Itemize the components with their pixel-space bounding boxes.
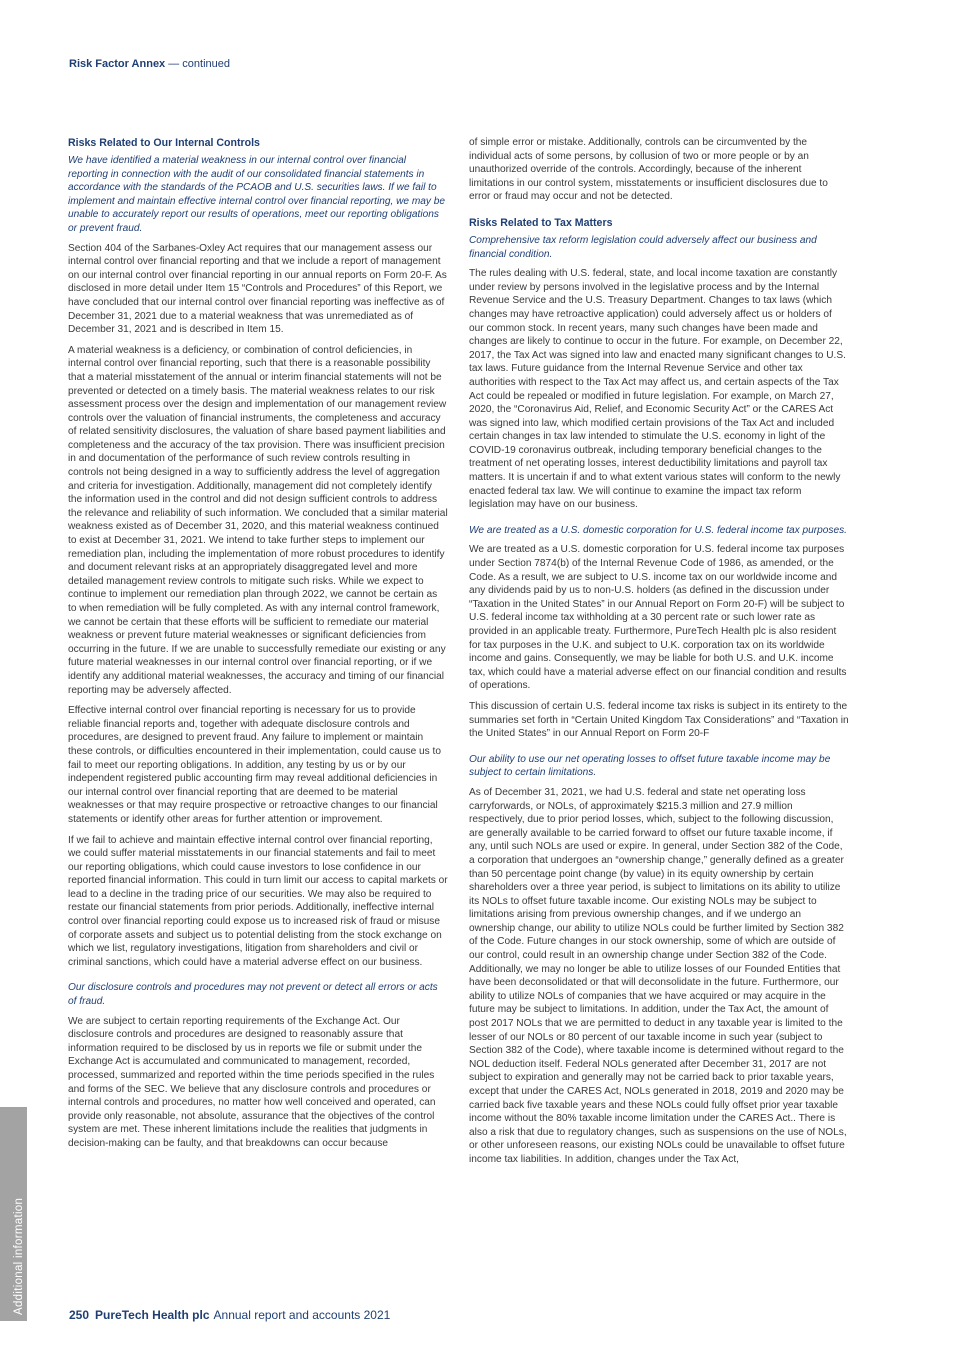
risk-subheading-domestic-corporation: We are treated as a U.S. domestic corporation for U.S. federal income tax purposes. [469, 524, 847, 536]
paragraph: We are treated as a U.S. domestic corporation for U.S. federal income tax purposes under Section 7874(b) of the Internal Revenue Code of 1986, as amended, or the Code. As a result, we are subject to U.S. income tax on our worldwide income and any dividends paid by us to non-U.S. holders (as defined in the discussion under “Taxation in the United States” in our Annual Report on Form 20-F) will be subject to U.S. federal income tax withholding at a 30 percent rate or such lower rate as provided in an applicable treaty. Furthermore, PureTech Health plc is also resident for tax purposes in the U.K. and subject to U.K. corporation tax on its worldwide income and gains. Consequently, we may be liable for both U.S. and U.K. income tax, which could have a material adverse effect on our financial condition and results of operations. [469, 544, 847, 692]
paragraph: If we fail to achieve and maintain effective internal control over financial reporting, we could suffer material misstatements in our financial statements and fail to meet our reporting obligations, which could cause investors to lose confidence in our reported financial information. This could in turn limit our access to capital markets or lead to a decline in the trading price of our securities. We may also be required to restate our financial statements from prior periods. Additionally, ineffective internal control over financial reporting could expose us to increased risk of fraud or misuse of corporate assets and subject us to potential delisting from the stock exchange on which we list, regulatory investigations, litigation from shareholders and civil or criminal sanctions, which could have a material adverse effect on our business. [68, 834, 448, 968]
side-tab-label: Additional information [13, 1197, 25, 1315]
paragraph: As of December 31, 2021, we had U.S. federal and state net operating loss carryforwards, or NOLs, of approximately $215.3 million and 27.9 million respectively, due to prior period losses, which, subject to the following discussion, are generally available to be carried forward to offset our future taxable income, if any, until such NOLs are used or expire. In general, under Section 382 of the Code, a corporation that undergoes an “ownership change,” generally defined as a greater than 50 percentage point change (by value) in its equity ownership by certain shareholders over a three year period, is subject to limitations on its ability to utilize its NOLs to offset future taxable income. Our existing NOLs may be subject to limitations arising from previous ownership changes, and if we undergo an ownership change, our ability to utilize NOLs could be further limited by Section 382 of the Code. Future changes in our stock ownership, some of which are outside of our control, could result in an ownership change under Section 382 of the Code. Additionally, we may no longer be able to utilize losses of our Founded Entities that have been deconsolidated or that will deconsolidate in the future. Furthermore, our ability to utilize NOLs of companies that we have acquired or may acquire in the future may be subject to limitations. In addition, under the Tax Act, the amount of post 2017 NOLs that we are permitted to deduct in any taxable year is limited to the lesser of our NOLs or 80 percent of our taxable income in such year (subject to Section 382 of the Code), where taxable income is determined without regard to the NOL deduction itself. Federal NOLs generated after December 31, 2017 are not subject to expiration and generally may not be carried back to prior taxable years, except that under the CARES Act, NOLs generated in 2018, 2019 and 2020 may be carried back five taxable years and these NOLs could fully offset prior year taxable income without the 80% taxable income limitation under the CARES Act.. There is also a risk that due to regulatory changes, such as suspensions on the use of NOLs, or other unforeseen reasons, our existing NOLs could be unavailable to offset future income tax liabilities. In addition, changes under the Tax Act, [469, 786, 847, 1165]
report-title: Annual report and accounts 2021 [213, 1308, 391, 1322]
left-column [68, 136, 448, 1158]
paragraph: We are subject to certain reporting requirements of the Exchange Act. Our disclosure controls and procedures are designed to reasonably assure that information required to be disclosed by us in reports we file or submit under the Exchange Act is accumulated and communicated to management, recorded, processed, summarized and reported within the time periods specified in the rules and forms of the SEC. We believe that any disclosure controls and procedures or internal controls and procedures, no matter how well conceived and operated, can provide only reasonable, not absolute, assurance that the objectives of the control system are met. These inherent limitations include the realities that judgments in decision-making can be faulty, and that breakdowns can occur because [68, 1015, 436, 1149]
header-suffix: — continued [165, 58, 231, 70]
paragraph: of simple error or mistake. Additionally, controls can be circumvented by the individual acts of some persons, by collusion of two or more people or by an unauthorized override of the controls. Accordingly, because of the inherent limitations in our control system, misstatements or insufficient disclosures due to error or fraud may occur and not be detected. [469, 137, 828, 203]
risk-subheading-disclosure-controls: Our disclosure controls and procedures may not prevent or detect all errors or acts of fraud. [68, 982, 438, 1008]
paragraph: This discussion of certain U.S. federal income tax risks is subject in its entirety to the summaries set forth in “Certain United Kingdom Tax Considerations” and “Taxation in the United States” in our Annual Report on Form 20-F [469, 700, 849, 740]
paragraph: A material weakness is a deficiency, or combination of control deficiencies, in internal control over financial reporting, such that there is a reasonable possibility that a material misstatement of the annual or interim financial statements will not be prevented or detected on a timely basis. The material weakness relates to our risk assessment process over the design and implementation of our management review controls over the valuation of financial instruments, the completeness and accuracy of related sensitivity disclosures, the valuation of share based payment liabilities and completeness and the accuracy of the tax provision. There was insufficient precision in and documentation of the performance of such review controls resulting in controls not being designed in a way to sufficiently address the level of aggregation and criteria for investigation. Additionally, management did not completely identify the information used in the control and did not design sufficient controls to address the relevance and reliability of such information. We concluded that a similar material weakness existed as of December 31, 2020, and this material weakness continued to exist at December 31, 2021. We intend to take further steps to implement our remediation plan, including the implementation of more robust procedures to identify and document relevant risks at an appropriately disaggregated level and more detailed management review controls to mitigate such risks. While we expect to continue to implement our remediation plan through 2022, we cannot be certain as to when remediation will be fully completed. As with any internal control framework, we cannot be certain that these efforts will be sufficient to remediate our material weakness or prevent future material weaknesses or significant deficiencies from occurring in the future. If we are unable to successfully remediate our existing or any future material weaknesses in our internal control over financial reporting, or if we identify any additional material weaknesses, the accuracy and timing of our financial reporting may be adversely affected. [68, 344, 448, 696]
page-number: 250 [69, 1308, 90, 1322]
risk-subheading-net-operating-losses: Our ability to use our net operating losses to offset future taxable income may be subject to certain limitations. [469, 753, 831, 779]
section-heading-internal-controls: Risks Related to Our Internal Controls [68, 137, 260, 149]
paragraph: Effective internal control over financial reporting is necessary for us to provide reliable financial reports and, together with adequate disclosure controls and procedures, are designed to prevent fraud. Any failure to implement or maintain these controls, or difficulties encountered in their implementation, could cause us to fail to meet our reporting obligations. In addition, any testing by us or by our independent registered public accounting firm may reveal additional deficiencies in our internal control over financial reporting that are deemed to be material weaknesses or that may require prospective or retroactive changes to our financial statements or identify other areas for further attention or improvement. [68, 705, 441, 825]
risk-subheading-tax-reform: Comprehensive tax reform legislation could adversely affect our business and financial condition. [469, 234, 817, 260]
paragraph: Section 404 of the Sarbanes-Oxley Act requires that our management assess our internal control over financial reporting and that we include a report of management on our internal control over financial reporting in our annual reports on Form 20-F. As disclosed in more detail under Item 15 “Controls and Procedures” of this Report, we have concluded that our internal control over financial reporting was ineffective as of December 31, 2021 due to a material weakness that was unremediated as of December 31, 2021 and is described in Item 15. [68, 242, 447, 336]
running-header [69, 58, 230, 70]
company-name: PureTech Health plc [95, 1308, 210, 1322]
right-column [469, 136, 849, 1174]
paragraph: The rules dealing with U.S. federal, state, and local income taxation are constantly under review by persons involved in the legislative process and by the Internal Revenue Service and the U.S. Treasury Department. Changes to tax laws (which changes may have retroactive application) could adversely affect us or holders of our common stock. In recent years, many such changes have been made and changes are likely to continue to occur in the future. For example, on December 22, 2017, the Tax Act was signed into law and enacted many significant changes to U.S. tax laws. Future guidance from the Internal Revenue Service and other tax authorities with respect to the Tax Act may affect us, and certain aspects of the Tax Act could be repealed or modified in future legislation. For example, on March 27, 2020, the “Coronavirus Aid, Relief, and Economic Security Act” or the CARES Act was signed into law, which modified certain provisions of the Tax Act and included certain changes in tax law intended to stimulate the U.S. economy in light of the COVID-19 coronavirus outbreak, including temporary beneficial changes to the treatment of net operating losses, interest deductibility limitations and payroll tax matters. It is uncertain if and to what extent various states will conform to the newly enacted federal tax law. We will continue to examine the impact tax reform legislation may have on our business. [469, 268, 846, 511]
section-heading-tax-matters: Risks Related to Tax Matters [469, 216, 613, 229]
section-side-tab [0, 1107, 27, 1321]
risk-subheading-material-weakness: We have identified a material weakness in our internal control over financial reporting in connection with the audit of our consolidated financial statements in accordance with the standards of the PCAOB and U.S. securities laws. If we fail to implement and maintain effective internal control over financial reporting, we may be unable to accurately report our results of operations, meet our reporting obligations or prevent fraud. [68, 155, 446, 234]
page-footer [69, 1308, 390, 1322]
header-title: Risk Factor Annex [69, 58, 166, 70]
